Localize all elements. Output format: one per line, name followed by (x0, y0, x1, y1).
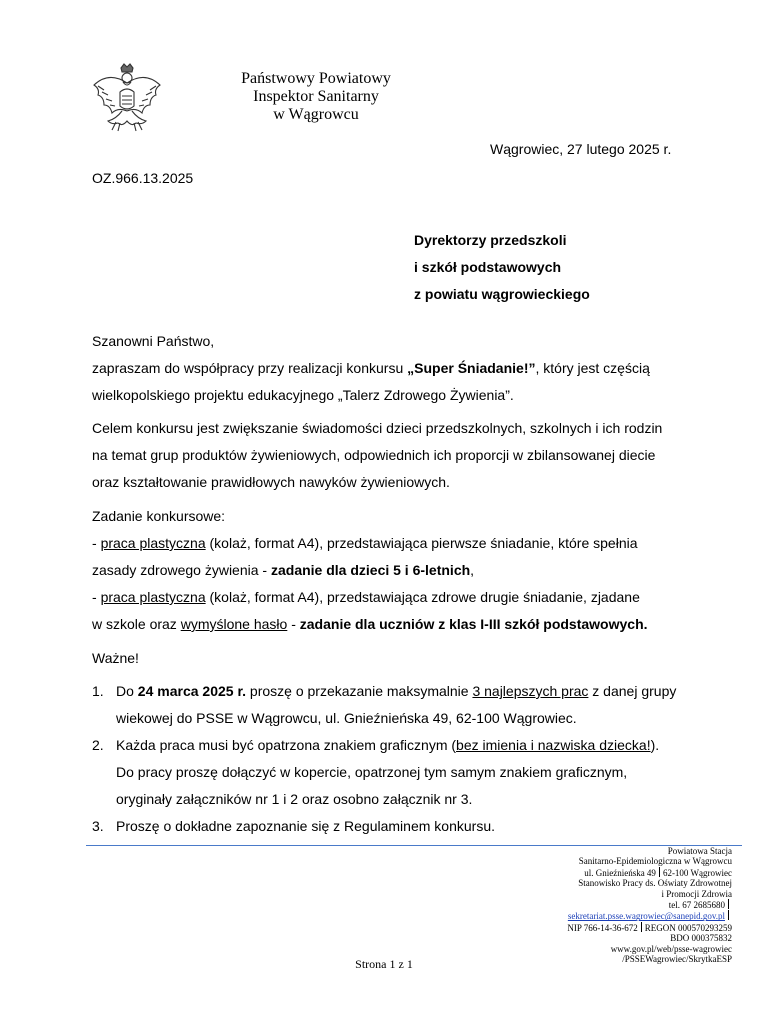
text-run: - (92, 589, 101, 605)
underlined-text: wymyślone hasło (180, 616, 288, 632)
underlined-text: praca plastyczna (100, 535, 206, 551)
list-line (116, 732, 692, 759)
footer-nip: NIP 766-14-36-672 (567, 922, 638, 933)
list-line: Proszę o dokładne zapoznanie się z Regulaminem konkursu. (116, 818, 495, 834)
text-run: ). (650, 737, 660, 753)
footer-city: 62-100 Wągrowiec (662, 867, 732, 878)
footer-line: www.gov.pl/web/psse-wagrowiec (610, 943, 732, 954)
text-run: , który jest częścią (535, 360, 650, 376)
text-run: w szkole oraz (92, 616, 181, 632)
text-run: - (92, 535, 101, 551)
place-date: Wągrowiec, 27 lutego 2025 r. (490, 141, 672, 157)
text-run: , (470, 562, 475, 578)
footer-line (567, 867, 732, 878)
issuer-name (196, 70, 436, 124)
list-item (92, 813, 692, 840)
list-number: 2. (92, 737, 104, 753)
footer-contact-block (567, 846, 732, 964)
text-run: zapraszam do współpracy przy realizacji konkursu (92, 360, 408, 376)
issuer-line: Państwowy Powiatowy (241, 70, 391, 87)
goal-line: Celem konkursu jest zwiększanie świadomości dzieci przedszkolnych, szkolnych i ich rodzin (92, 420, 663, 436)
list-line: Do pracy proszę dołączyć w kopercie, opatrzonej tym samym znakiem graficznym, (116, 764, 628, 780)
intro-line: wielkopolskiego projektu edukacyjnego „Talerz Zdrowego Żywienia”. (92, 387, 514, 403)
contest-name: „Super Śniadanie!” (407, 360, 536, 376)
recipient-line: i szkół podstawowych (414, 259, 562, 275)
underlined-text: praca plastyczna (100, 589, 206, 605)
text-run: (kolaż, format A4), przedstawiająca zdrowe drugie śniadanie, zjadane (205, 589, 640, 605)
recipient-line: z powiatu wągrowieckiego (414, 286, 590, 302)
list-number: 1. (92, 683, 104, 699)
text-run: z danej grupy (588, 683, 677, 699)
salutation-paragraph (92, 328, 692, 409)
footer-line: Stanowisko Pracy ds. Oświaty Zdrowotnej (578, 878, 732, 889)
polish-eagle-emblem-icon (90, 62, 164, 134)
recipient-block (414, 227, 590, 308)
list-line: wiekowej do PSSE w Wągrowcu, ul. Gnieźnieńska 49, 62-100 Wągrowiec. (116, 710, 577, 726)
footer-line: BDO 000375832 (670, 933, 732, 944)
goal-paragraph (92, 415, 692, 496)
footer-regon: REGON 000570293259 (644, 922, 732, 933)
deadline-date: 24 marca 2025 r. (137, 683, 247, 699)
separator (728, 910, 729, 920)
numbered-list (92, 678, 692, 840)
footer-line: i Promocji Zdrowia (661, 888, 732, 899)
important-heading: Ważne! (92, 650, 139, 666)
goal-line: na temat grup produktów żywieniowych, odpowiednich ich proporcji w zbilansowanej diecie (92, 447, 656, 463)
list-number: 3. (92, 818, 104, 834)
email-link[interactable]: sekretariat.psse.wagrowiec@sanepid.gov.pl (567, 911, 725, 922)
footer-line: Sanitarno-Epidemiologiczna w Wągrowcu (578, 856, 732, 867)
list-item (92, 678, 692, 732)
footer-line (567, 922, 732, 933)
task-heading: Zadanie konkursowe: (92, 508, 226, 524)
task-line (92, 611, 692, 638)
recipient-line: Dyrektorzy przedszkoli (414, 232, 567, 248)
underlined-text: 3 najlepszych prac (472, 683, 589, 699)
goal-line: oraz kształtowanie prawidłowych nawyków żywieniowych. (92, 474, 450, 490)
task-line (92, 530, 692, 557)
salutation: Szanowni Państwo, (92, 333, 215, 349)
separator (659, 867, 660, 877)
task-line (92, 557, 692, 584)
text-run: Każda praca musi być opatrzona znakiem graficznym ( (116, 737, 457, 753)
task-line (92, 584, 692, 611)
text-run: Do (116, 683, 138, 699)
text-run: zasady zdrowego żywienia - (92, 562, 271, 578)
issuer-line: Inspektor Sanitarny (253, 88, 379, 105)
separator (728, 899, 729, 909)
text-run: proszę o przekazanie maksymalnie (246, 683, 473, 699)
bold-text: zadanie dla dzieci 5 i 6-letnich (270, 562, 471, 578)
bold-text: zadanie dla uczniów z klas I-III szkół podstawowych. (299, 616, 648, 632)
page-number: Strona 1 z 1 (355, 957, 413, 971)
text-run: - (287, 616, 300, 632)
intro-line (92, 355, 692, 382)
separator (641, 922, 642, 932)
list-line: oryginały załączników nr 1 i 2 oraz osobno załącznik nr 3. (116, 791, 473, 807)
issuer-line: w Wągrowcu (273, 106, 359, 123)
reference-number: OZ.966.13.2025 (92, 170, 194, 186)
underlined-text: bez imienia i nazwiska dziecka! (456, 737, 651, 753)
task-paragraph (92, 503, 692, 638)
list-item (92, 732, 692, 813)
footer-phone: tel. 67 2685680 (668, 900, 725, 911)
footer-address: ul. Gnieźnieńska 49 (584, 867, 656, 878)
list-line (116, 678, 692, 705)
footer-line: /PSSEWagrowiec/SkrytkaESP (622, 954, 732, 965)
text-run: (kolaż, format A4), przedstawiająca pierwsze śniadanie, które spełnia (205, 535, 638, 551)
footer-line (567, 910, 732, 921)
footer-line (567, 899, 732, 910)
footer-line: Powiatowa Stacja (667, 846, 732, 856)
